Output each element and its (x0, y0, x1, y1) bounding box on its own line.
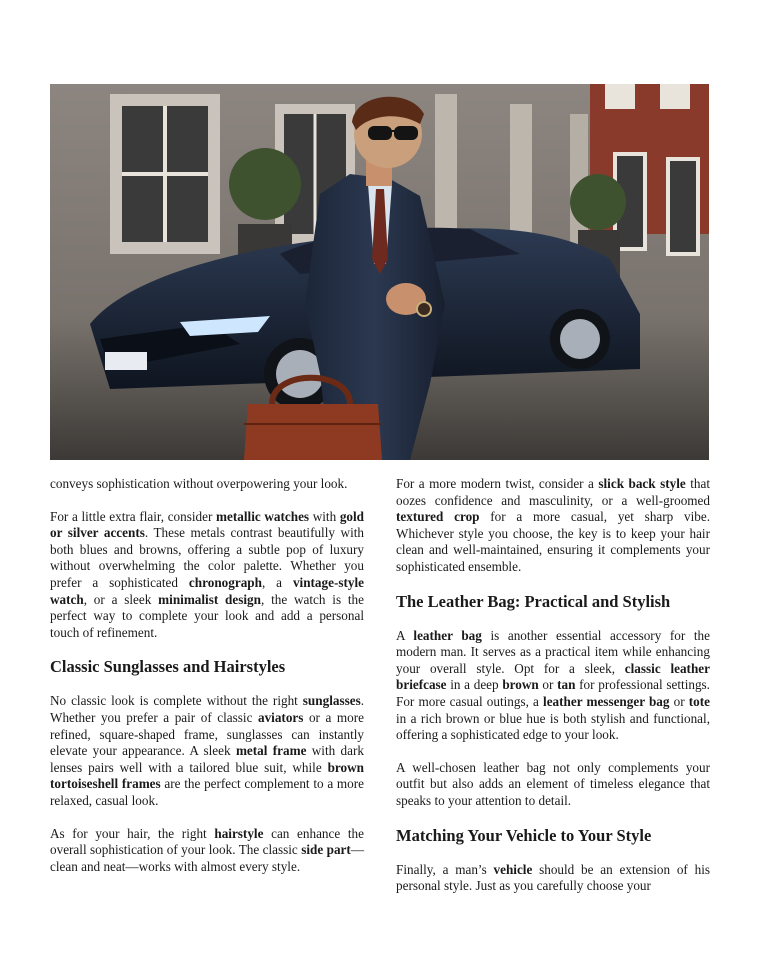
paragraph-vehicle: Finally, a man’s vehicle should be an extension of his personal style. Just as you carefully choose your (396, 861, 710, 894)
left-column (50, 476, 364, 875)
paragraph-intro-continued: conveys sophistication without overpowering your look. (50, 476, 348, 491)
hero-image (50, 84, 709, 460)
heading-sunglasses-hairstyles: Classic Sunglasses and Hairstyles (50, 657, 286, 677)
paragraph-bag-elegance: A well-chosen leather bag not only complements your outfit but also adds an element of timeless elegance that speaks to your attention to detail. (396, 759, 710, 808)
right-column (396, 476, 710, 895)
heading-vehicle: Matching Your Vehicle to Your Style (396, 825, 652, 845)
paragraph-hairstyle: As for your hair, the right hairstyle can enhance the overall sophistication of your look. The classic side part—clean and neat—works with almost every style. (50, 825, 364, 874)
paragraph-leather-bag: A leather bag is another essential accessory for the modern man. It serves as a practical item while enhancing your overall style. Opt for a sleek, classic leather briefcase in a deep brown or tan for professional settings. For more casual outings, a leather messenger bag or tote in a rich brown or blue hue is both stylish and functional, offering a sophisticated edge to your look. (396, 627, 710, 743)
paragraph-watches: For a little extra flair, consider metallic watches with gold or silver accents. These metals contrast beautifully with both blues and browns, offering a subtle pop of luxury without overwhelming the color palette. Whether you prefer a sophisticated chronograph, a vintage-style watch, or a sleek minimalist design, the watch is the perfect way to complete your look and add a personal touch of refinement. (50, 508, 365, 640)
paragraph-modern-hair: For a more modern twist, consider a slick back style that oozes confidence and masculinity, or a well-groomed textured crop for a more casual, yet sharp vibe. Whichever style you choose, the key is to keep your hair clean and well-maintained, ensuring it complements your sophisticated ensemble. (396, 476, 711, 574)
heading-leather-bag: The Leather Bag: Practical and Stylish (396, 591, 671, 611)
paragraph-sunglasses: No classic look is complete without the right sunglasses. Whether you prefer a pair of classic aviators or a more refined, square-shaped frame, sunglasses can instantly elevate your appearance. A sleek metal frame with dark lenses pairs well with a tailored blue suit, while brown tortoiseshell frames are the perfect complement to a more relaxed, casual look. (50, 693, 364, 808)
